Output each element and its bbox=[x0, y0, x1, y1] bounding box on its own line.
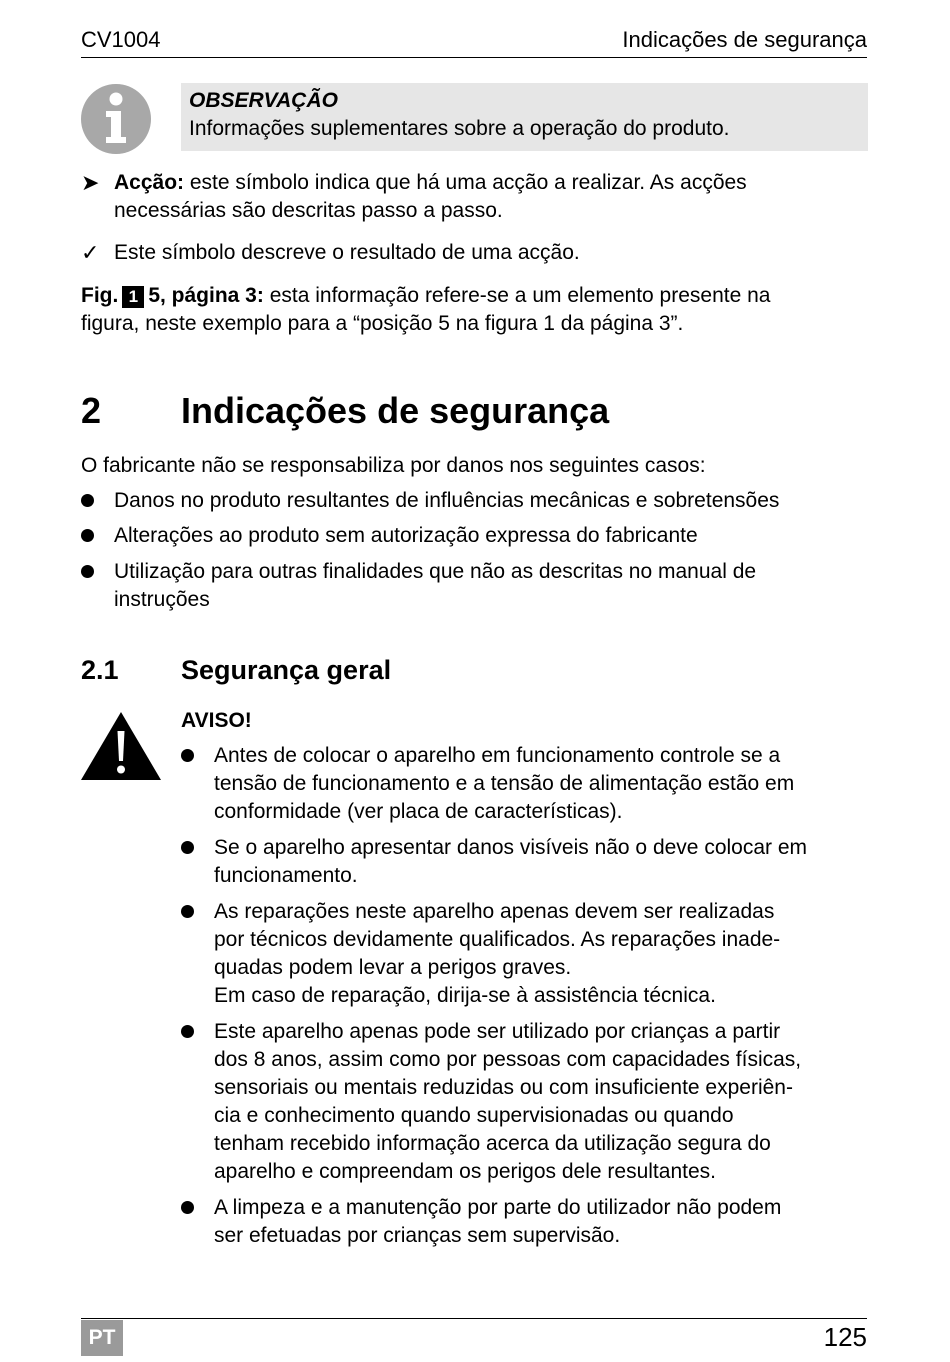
warning-item-line: As reparações neste aparelho apenas devem ser realizadas bbox=[214, 900, 775, 923]
warning-item-line: Antes de colocar o aparelho em funcionamento controle se a bbox=[214, 744, 781, 767]
warning-item-line: funcionamento. bbox=[214, 864, 358, 887]
language-badge: PT bbox=[81, 1320, 123, 1356]
warning-item bbox=[214, 834, 807, 890]
warning-title: AVISO! bbox=[181, 709, 252, 732]
subsection-title: Segurança geral bbox=[181, 655, 392, 685]
section-intro: O fabricante não se responsabiliza por danos nos seguintes casos: bbox=[81, 454, 706, 477]
action-arrow-icon: ➤ bbox=[81, 170, 100, 195]
warning-item-line: A limpeza e a manutenção por parte do utilizador não podem bbox=[214, 1196, 782, 1219]
warning-item-line: dos 8 anos, assim como por pessoas com capacidades físicas, bbox=[214, 1048, 802, 1071]
header-model: CV1004 bbox=[81, 27, 161, 52]
subsection-number: 2.1 bbox=[81, 655, 119, 685]
figure-number-badge: 1 bbox=[122, 286, 144, 308]
warning-item-line: conformidade (ver placa de características). bbox=[214, 800, 623, 823]
note-box bbox=[181, 83, 868, 151]
bullet-icon bbox=[181, 841, 194, 854]
list-item bbox=[114, 558, 756, 614]
result-description: Este símbolo descreve o resultado de uma acção. bbox=[114, 241, 580, 264]
warning-item bbox=[214, 1018, 801, 1186]
header-divider bbox=[81, 57, 867, 58]
checkmark-icon: ✓ bbox=[81, 240, 100, 265]
warning-item bbox=[214, 898, 780, 1010]
action-description bbox=[114, 169, 874, 225]
bullet-icon bbox=[181, 1201, 194, 1214]
warning-item-line: por técnicos devidamente qualificados. As reparações inade- bbox=[214, 928, 781, 951]
list-item-line: Utilização para outras finalidades que não as descritas no manual de bbox=[114, 560, 757, 583]
list-item-line: instruções bbox=[114, 588, 210, 611]
warning-item bbox=[214, 1194, 781, 1250]
list-item bbox=[114, 487, 779, 515]
warning-item-line: cia e conhecimento quando supervisionadas ou quando bbox=[214, 1104, 734, 1127]
header-section-title: Indicações de segurança bbox=[622, 27, 867, 52]
warning-item-line: sensoriais ou mentais reduzidas ou com insuficiente experiên- bbox=[214, 1076, 793, 1099]
list-item bbox=[114, 522, 698, 550]
bullet-icon bbox=[181, 905, 194, 918]
action-text-line2: necessárias são descritas passo a passo. bbox=[114, 199, 503, 222]
warning-item-line: Se o aparelho apresentar danos visíveis não o deve colocar em bbox=[214, 836, 808, 859]
footer-divider bbox=[81, 1318, 867, 1319]
warning-item-line: aparelho e compreendam os perigos dele resultantes. bbox=[214, 1160, 716, 1183]
bullet-icon bbox=[81, 529, 94, 542]
warning-item-line: ser efetuadas por crianças sem supervisão. bbox=[214, 1224, 621, 1247]
warning-item-line: quadas podem levar a perigos graves. bbox=[214, 956, 572, 979]
list-item-line: Alterações ao produto sem autorização expressa do fabricante bbox=[114, 524, 698, 547]
bullet-icon bbox=[181, 749, 194, 762]
info-icon bbox=[80, 83, 152, 155]
action-label: Acção: bbox=[114, 171, 185, 194]
page-number: 125 bbox=[823, 1322, 867, 1352]
warning-item bbox=[214, 742, 794, 826]
figref-line1: esta informação refere-se a um elemento presente na bbox=[263, 284, 771, 307]
section-title: Indicações de segurança bbox=[181, 390, 610, 431]
warning-item-line: tenham recebido informação acerca da utilização segura do bbox=[214, 1132, 771, 1155]
section-number: 2 bbox=[81, 390, 102, 431]
warning-item-line: Em caso de reparação, dirija-se à assistência técnica. bbox=[214, 984, 716, 1007]
figref-bold: 5, página 3: bbox=[148, 284, 264, 307]
bullet-icon bbox=[81, 565, 94, 578]
action-text-line1: este símbolo indica que há uma acção a realizar. As acções bbox=[184, 171, 747, 194]
figure-reference bbox=[81, 282, 881, 338]
note-title: OBSERVAÇÃO bbox=[189, 89, 338, 112]
warning-triangle-icon bbox=[80, 711, 162, 781]
bullet-icon bbox=[181, 1025, 194, 1038]
figref-prefix: Fig. bbox=[81, 284, 119, 307]
warning-item-line: tensão de funcionamento e a tensão de alimentação estão em bbox=[214, 772, 795, 795]
warning-item-line: Este aparelho apenas pode ser utilizado por crianças a partir bbox=[214, 1020, 781, 1043]
bullet-icon bbox=[81, 494, 94, 507]
note-text: Informações suplementares sobre a operação do produto. bbox=[189, 117, 730, 140]
list-item-line: Danos no produto resultantes de influências mecânicas e sobretensões bbox=[114, 489, 780, 512]
figref-line2: figura, neste exemplo para a “posição 5 na figura 1 da página 3”. bbox=[81, 312, 684, 335]
